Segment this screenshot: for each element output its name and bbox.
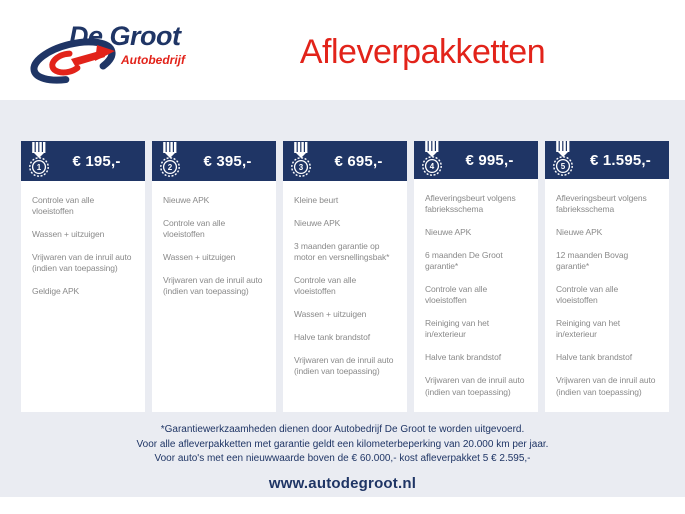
package-price: € 395,- <box>203 152 252 170</box>
package-card <box>414 141 538 412</box>
medal-icon <box>419 141 445 179</box>
feature-list <box>21 181 145 317</box>
feature-item: Nieuwe APK <box>556 227 603 238</box>
feature-item: Reiniging van het in/exterieur <box>556 318 620 340</box>
footer-note: Voor auto's met een nieuwwaarde boven de € 60.000,- kost afleverpakket 5 € 2.595,- <box>154 453 531 464</box>
feature-item: Afleveringsbeurt volgens fabrieksschema <box>556 193 647 215</box>
feature-item: Controle van alle vloeistoffen <box>163 218 226 240</box>
package-price: € 1.595,- <box>589 151 651 169</box>
medal-number: 4 <box>429 162 435 171</box>
feature-item: 12 maanden Bovag garantie* <box>556 250 629 272</box>
feature-item: Halve tank brandstof <box>556 352 632 363</box>
package-card-header <box>414 141 538 179</box>
feature-item: Nieuwe APK <box>425 227 472 238</box>
feature-item: Wassen + uitzuigen <box>294 309 367 320</box>
package-card <box>21 141 145 412</box>
feature-list <box>414 179 538 418</box>
medal-icon <box>157 142 183 180</box>
feature-item: Afleveringsbeurt volgens fabrieksschema <box>425 193 516 215</box>
feature-item: Vrijwaren van de inruil auto (indien van toepassing) <box>32 252 132 274</box>
feature-item: Controle van alle vloeistoffen <box>556 284 619 306</box>
footer-note: Voor alle afleverpakketten met garantie geldt een kilometerbeperking van 20.000 km per jaar. <box>136 438 549 450</box>
feature-list <box>152 181 276 317</box>
feature-item: Nieuwe APK <box>163 195 210 205</box>
package-card <box>283 141 407 412</box>
medal-number: 5 <box>560 162 566 171</box>
feature-item: Kleine beurt <box>294 195 339 205</box>
package-card <box>545 141 669 412</box>
header <box>0 0 685 100</box>
feature-item: Wassen + uitzuigen <box>32 229 105 240</box>
medal-number: 1 <box>36 163 42 172</box>
feature-item: Vrijwaren van de inruil auto (indien van toepassing) <box>163 275 263 297</box>
website-link[interactable]: www.autodegroot.nl <box>268 474 417 492</box>
package-card-header <box>545 141 669 179</box>
feature-item: 6 maanden De Groot garantie* <box>425 250 503 272</box>
feature-list <box>545 179 669 418</box>
dealer-logo <box>25 17 200 87</box>
feature-item: Nieuwe APK <box>294 218 341 229</box>
package-price: € 695,- <box>334 152 383 170</box>
package-card-header <box>152 141 276 181</box>
footer-notes <box>0 423 685 467</box>
feature-item: Vrijwaren van de inruil auto (indien van toepassing) <box>294 355 394 377</box>
package-card-header <box>283 141 407 181</box>
feature-item: 3 maanden garantie op motor en versnellingsbak* <box>294 241 390 263</box>
medal-icon <box>26 142 52 180</box>
content-area <box>0 100 685 497</box>
feature-item: Halve tank brandstof <box>425 352 501 363</box>
feature-item: Vrijwaren van de inruil auto (indien van toepassing) <box>556 375 656 397</box>
logo-name: De Groot <box>69 21 181 51</box>
medal-icon <box>288 142 314 180</box>
logo-subtitle: Autobedrijf <box>121 53 185 67</box>
feature-item: Vrijwaren van de inruil auto (indien van toepassing) <box>425 375 525 397</box>
feature-item: Reiniging van het in/exterieur <box>425 318 489 340</box>
medal-number: 3 <box>298 163 304 172</box>
package-card <box>152 141 276 412</box>
feature-item: Halve tank brandstof <box>294 332 370 343</box>
feature-item: Controle van alle vloeistoffen <box>425 284 488 306</box>
medal-number: 2 <box>167 163 173 172</box>
package-price: € 195,- <box>72 152 121 170</box>
bottom-strip <box>0 497 685 514</box>
medal-icon <box>550 141 576 179</box>
package-cards <box>21 141 669 412</box>
page-title: Afleverpakketten <box>299 32 546 71</box>
package-card-header <box>21 141 145 181</box>
package-price: € 995,- <box>465 151 514 169</box>
feature-item: Wassen + uitzuigen <box>163 252 236 263</box>
feature-item: Controle van alle vloeistoffen <box>32 195 95 217</box>
feature-item: Geldige APK <box>32 286 80 297</box>
footer-note: *Garantiewerkzaamheden dienen door Autobedrijf De Groot te worden uitgevoerd. <box>160 424 525 435</box>
feature-item: Controle van alle vloeistoffen <box>294 275 357 297</box>
feature-list <box>283 181 407 397</box>
